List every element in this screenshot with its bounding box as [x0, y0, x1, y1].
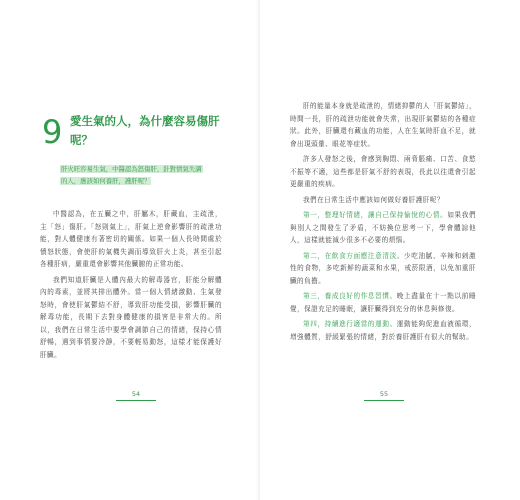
paragraph: 許多人發怒之後，會感到胸悶、兩脅脹痛、口苦、食慾不振等不適，這些都是肝氣不舒的表現，長此以往還會引起更嚴重的疾病。 [290, 155, 476, 188]
summary-line: 的人，應該如何養肝，護肝呢？ [61, 177, 151, 185]
chapter-summary [60, 163, 220, 187]
tip-heading: 第三，養成良好的作息習慣。 [303, 292, 397, 300]
chapter-title: 愛生氣的人，為什麼容易傷肝呢？ [70, 114, 220, 147]
tip-heading: 第四，持續進行適當的運動。 [303, 320, 397, 328]
tip-heading: 第二，在飲食方面應注意清淡。 [303, 251, 405, 260]
body-text [290, 100, 476, 346]
tip-item [290, 250, 476, 288]
paragraph: 中醫認為，在五臟之中，肝屬木，肝藏血，主疏泄，主「怒」傷肝。「怒則氣上」，肝氣上逆會影響肝的疏泄功能，對人體健康有著密切的關係。如果一個人長時間處於憤怒狀態，會使肝的氣機失調而導致肝火上炎，甚至引起各種肝病，嚴重還會影響其他臟腑的正常功能。 [40, 210, 222, 268]
summary-line: 肝火旺容易生氣，中醫認為怒傷肝，針對情氣失調 [61, 165, 202, 173]
tip-item [290, 318, 476, 343]
tip-item [290, 209, 476, 247]
tip-item [290, 290, 476, 315]
tip-heading: 第一，整理好情緒，讓自己保持愉悅的心情。 [303, 211, 448, 219]
paragraph: 我們在日常生活中應該如何做好養肝護肝呢？ [303, 195, 444, 204]
tip-text: 如果我們與別人之間發生了矛盾，不妨換位思考一下，學會體諒他人，這樣就能減少很多不必要的煩惱。 [290, 211, 477, 244]
chapter-number: 9 [42, 113, 63, 151]
paragraph: 肝的能量本身就是疏泄的，情緒抑鬱的人「肝氣鬱結」，時間一長，肝的疏泄功能就會失常，出現肝氣鬱結的各種症狀。此外，肝臟還有藏血的功能，人在生氣時肝血不足，就會出現頭暈、眼花等症狀。 [290, 102, 476, 148]
page-number: 55 [364, 390, 404, 401]
tip-text: 晚上盡量在十一點以前睡覺，保證充足的睡眠，讓肝臟得到充分的休息與修復。 [290, 292, 476, 313]
page-number: 54 [116, 390, 156, 401]
paragraph: 我們知道肝臟是人體內最大的解毒器官，肝能分解體內的毒素，並將其排出體外。當一個人情緒激動、生氣發怒時，會使肝氣鬱結不舒，導致肝功能受損，影響肝臟的解毒功能，長期下去對身體健康的損害是非常大的。所以，我們在日常生活中要學會調節自己的情緒，保持心情舒暢，遇到事情要冷靜，不要輕易動怒，這樣才能保護好肝臟。 [40, 275, 222, 359]
tip-text: 運動能夠促進血液循環，增強體質，舒緩緊張的情緒，對於養肝護肝有很大的幫助。 [290, 320, 476, 341]
tip-text: 少吃油膩、辛辣和刺激性的食物，多吃新鮮的蔬菜和水果，戒菸限酒，以免加重肝臟的負擔。 [290, 251, 476, 285]
right-page [260, 0, 520, 500]
body-text [40, 208, 222, 364]
